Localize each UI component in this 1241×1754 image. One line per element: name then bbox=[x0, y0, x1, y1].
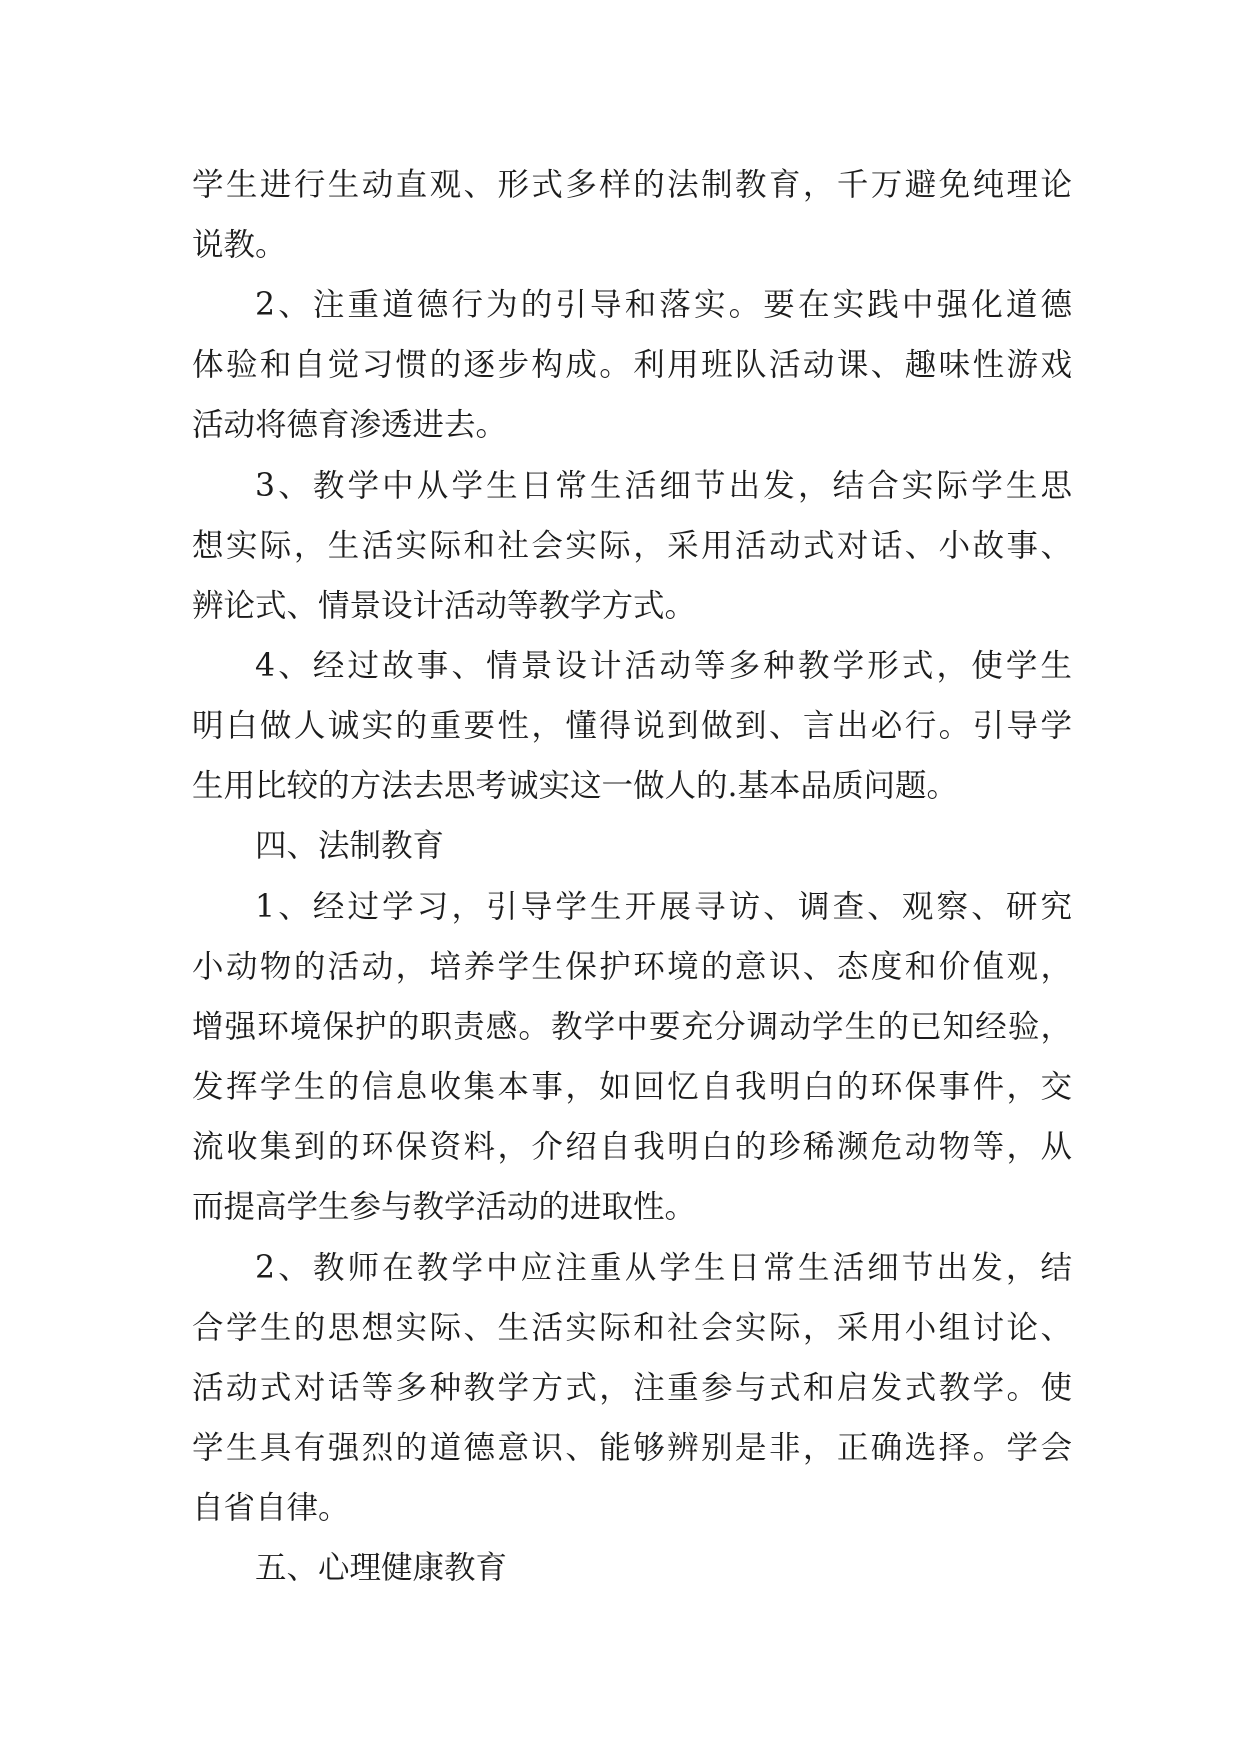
text-line: 辨论式、情景设计活动等教学方式。 bbox=[192, 588, 697, 624]
text-line: 流收集到的环保资料，介绍自我明白的珍稀濒危动物等，从 bbox=[192, 1129, 1072, 1165]
text-line: 自省自律。 bbox=[192, 1490, 350, 1526]
text-line: 生用比较的方法去思考诚实这一做人的.基本品质问题。 bbox=[192, 768, 959, 804]
text-line: 2、教师在教学中应注重从学生日常生活细节出发，结 bbox=[255, 1250, 1072, 1286]
text-line: 发挥学生的信息收集本事，如回忆自我明白的环保事件，交 bbox=[192, 1069, 1072, 1105]
text-line: 学生具有强烈的道德意识、能够辨别是非，正确选择。学会 bbox=[192, 1430, 1072, 1466]
text-line: 合学生的思想实际、生活实际和社会实际，采用小组讨论、 bbox=[192, 1310, 1072, 1346]
section-heading: 四、法制教育 bbox=[255, 828, 445, 864]
text-line: 学生进行生动直观、形式多样的法制教育，千万避免纯理论 bbox=[192, 167, 1072, 203]
text-line: 2、注重道德行为的引导和落实。要在实践中强化道德 bbox=[255, 287, 1072, 323]
text-line: 4、经过故事、情景设计活动等多种教学形式，使学生 bbox=[255, 648, 1072, 684]
text-line: 活动将德育渗透进去。 bbox=[192, 407, 508, 443]
text-line: 明白做人诚实的重要性，懂得说到做到、言出必行。引导学 bbox=[192, 708, 1072, 744]
text-line: 而提高学生参与教学活动的进取性。 bbox=[192, 1189, 697, 1225]
text-line: 想实际，生活实际和社会实际，采用活动式对话、小故事、 bbox=[192, 528, 1072, 564]
text-line: 活动式对话等多种教学方式，注重参与式和启发式教学。使 bbox=[192, 1370, 1072, 1406]
text-line: 说教。 bbox=[192, 227, 287, 263]
text-line: 3、教学中从学生日常生活细节出发，结合实际学生思 bbox=[255, 468, 1072, 504]
text-line: 体验和自觉习惯的逐步构成。利用班队活动课、趣味性游戏 bbox=[192, 347, 1072, 383]
text-line: 1、经过学习，引导学生开展寻访、调查、观察、研究 bbox=[255, 889, 1072, 925]
text-line: 小动物的活动，培养学生保护环境的意识、态度和价值观， bbox=[192, 949, 1072, 985]
section-heading: 五、心理健康教育 bbox=[255, 1550, 508, 1586]
text-line: 增强环境保护的职责感。教学中要充分调动学生的已知经验， bbox=[192, 1009, 1072, 1045]
